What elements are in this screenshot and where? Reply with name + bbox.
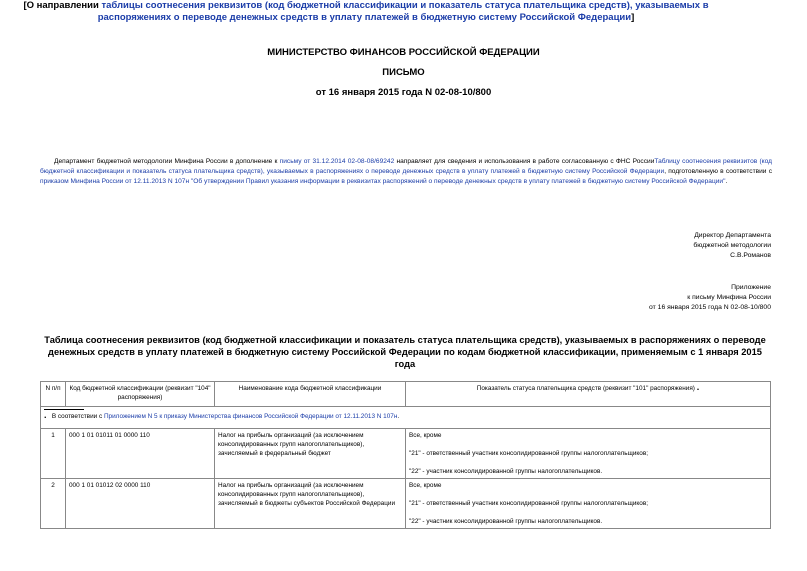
document-subject [0,0,732,24]
subject-bracket-open: [ [23,0,27,11]
footnote-row [41,407,771,429]
header-name: Наименование кода бюджетной классификации [215,382,406,407]
row-name: Налог на прибыль организаций (за исключением консолидированных групп налогоплательщиков), зачисляемый в федеральный бюджет [215,429,406,479]
footnote-prefix: В соответствии с [51,413,104,420]
body-text-part: Департамент бюджетной методологии Минфина России в дополнение к [54,158,280,165]
footnote-mark: . [696,382,700,392]
row-num: 1 [41,429,66,479]
subject-link[interactable]: таблицы соотнесения реквизитов (код бюджетной классификации и показатель статуса плательщика средств), указываемых в распоряжениях о переводе денежных средств в уплату платежей в бюджетную систему Российской Федерации [97,0,709,23]
signature-position: Директор Департамента [694,232,771,239]
footnote-suffix: . [397,413,400,420]
status-line: "21" - ответственный участник консолидированной группы налогоплательщиков; [409,450,648,457]
status-line: "21" - ответственный участник консолидированной группы налогоплательщиков; [409,500,648,507]
signature-name: С.В.Романов [730,252,771,259]
header-status-text: Показатель статуса плательщика средств (реквизит "101" распоряжения) [476,385,695,392]
header-code: Код бюджетной классификации (реквизит "104" распоряжения) [66,382,215,407]
row-num: 2 [41,479,66,529]
body-text-part: . [725,178,728,185]
ministry-heading: МИНИСТЕРСТВО ФИНАНСОВ РОССИЙСКОЙ ФЕДЕРАЦИИ [267,47,540,58]
appendix-ref: к письму Минфина России [687,294,771,301]
header-num: N п/п [41,382,66,407]
order-link[interactable]: приказом Минфина России от 12.11.2013 N 107н "Об утверждении Правил указания информации в реквизитах распоряжений о переводе денежных средств в уплату платежей в бюджетную систему Российской Федерации" [40,178,726,185]
signature-block [693,231,771,261]
status-line: Все, кроме [409,482,442,489]
letter-link[interactable]: письму от 31.12.2014 02-08-08/69242 [279,158,395,165]
footnote-cell [41,407,771,429]
row-status [406,429,771,479]
document-type: ПИСЬМО [382,67,425,78]
row-status [406,479,771,529]
table-link[interactable]: Таблицу соотнесения реквизитов (код бюджетной классификации и показатель статуса плательщика средств), указываемых в распоряжениях о переводе денежных средств в уплату платежей в бюджетную систему Российской Федерации [40,158,773,175]
signature-department: бюджетной методологии [693,242,771,249]
status-line: "22" - участник консолидированной группы налогоплательщиков. [409,518,603,525]
appendix-title: Приложение [731,284,771,291]
footnote-separator [44,409,84,410]
subject-bracket-close: ] [631,12,635,23]
row-code: 000 1 01 01011 01 0000 110 [66,429,215,479]
table-header-row [41,382,771,407]
footnote-mark: . [44,410,47,420]
table-title: Таблица соотнесения реквизитов (код бюджетной классификации и показатель статуса плательщика средств), указываемых в распоряжениях о переводе денежных средств в уплату платежей в бюджетную систему Российской Федерации по кодам бюджетной классификации, применяемым с 1 января 2015 года [44,335,766,369]
body-text-part: направляет для сведения и использования в работе согласованную с ФНС России [394,158,655,165]
row-name: Налог на прибыль организаций (за исключением консолидированных групп налогоплательщиков), зачисляемый в бюджеты субъектов Российской Федерации [215,479,406,529]
row-code: 000 1 01 01012 02 0000 110 [66,479,215,529]
appendix-date: от 16 января 2015 года N 02-08-10/800 [649,304,771,311]
appendix-block [649,283,771,313]
table-row [41,479,771,529]
body-paragraph [40,157,772,187]
subject-prefix: О направлении [26,0,102,11]
status-line: "22" - участник консолидированной группы налогоплательщиков. [409,468,603,475]
footnote-link[interactable]: Приложением N 5 к приказу Министерства финансов Российской Федерации от 12.11.2013 N 107н [103,413,398,420]
document-date-number: от 16 января 2015 года N 02-08-10/800 [315,87,492,98]
status-line: Все, кроме [409,432,442,439]
body-text-part: , подготовленную в соответствии с [664,168,772,175]
header-status [406,382,771,407]
table-row [41,429,771,479]
kbk-table [40,381,771,529]
